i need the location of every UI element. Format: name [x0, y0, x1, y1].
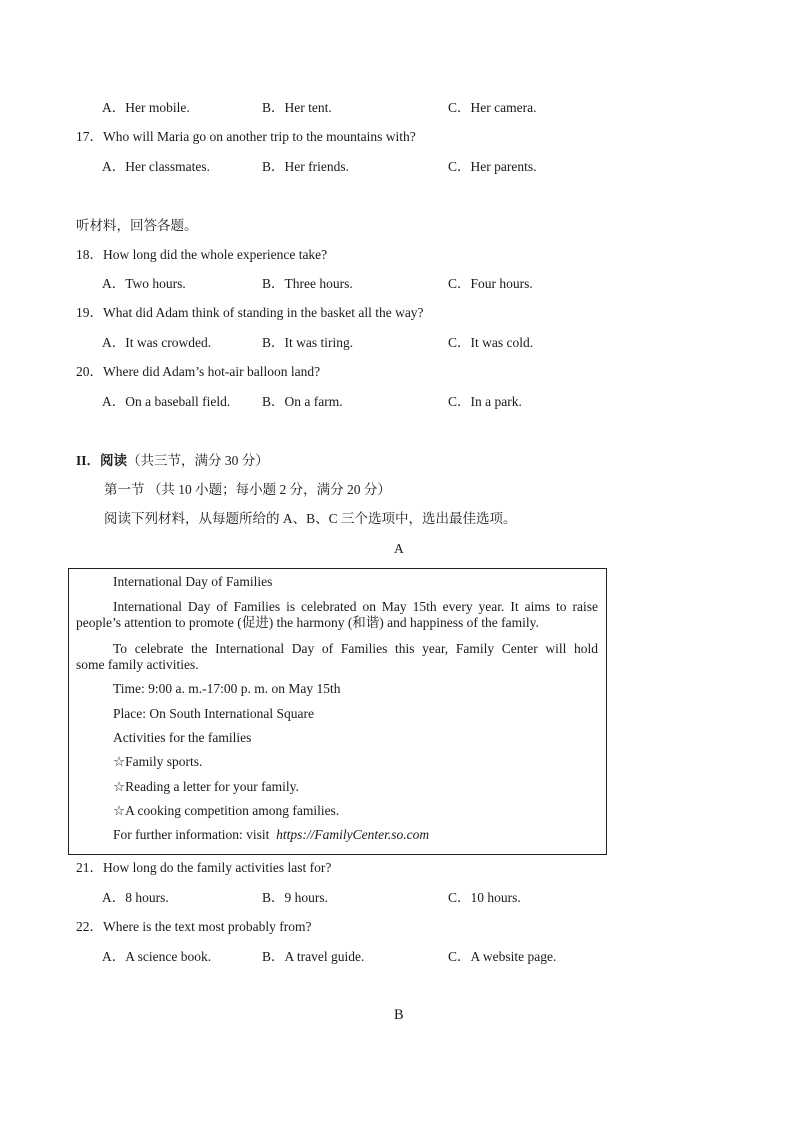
reading-instruction: 阅读下列材料，从每题所给的 A、B、C 三个选项中，选出最佳选项。	[104, 511, 517, 526]
notice-time: Time: 9:00 a. m.-17:00 p. m. on May 15th	[113, 681, 341, 696]
notice-place: Place: On South International Square	[113, 706, 314, 721]
notice-info-label: For further information: visit	[113, 827, 270, 842]
notice-title: International Day of Families	[113, 574, 273, 589]
notice-activity-2: ☆Reading a letter for your family.	[113, 779, 299, 794]
q18-option-c: C．Four hours.	[448, 276, 533, 291]
q17-option-b: B．Her friends.	[262, 159, 349, 174]
q19-option-b: B．It was tiring.	[262, 335, 354, 350]
passage-b-label: B	[394, 1007, 404, 1023]
notice-activity-3: ☆A cooking competition among families.	[113, 803, 340, 818]
notice-paragraph-1-line-2: people’s attention to promote (促进) the harmony (和谐) and happiness of the family.	[76, 615, 539, 630]
q22-option-c: C．A website page.	[448, 949, 557, 964]
q21-option-b: B．9 hours.	[262, 890, 329, 905]
notice-activity-1: ☆Family sports.	[113, 754, 203, 769]
q20-question: 20．Where did Adam’s hot-air balloon land?	[76, 364, 321, 379]
q17-option-a: A．Her classmates.	[102, 159, 210, 174]
q17-question: 17．Who will Maria go on another trip to the mountains with?	[76, 129, 416, 144]
q20-option-c: C．In a park.	[448, 394, 522, 409]
notice-paragraph-2-line-2: some family activities.	[76, 657, 199, 672]
q16-option-a: A．Her mobile.	[102, 100, 190, 115]
q19-option-c: C．It was cold.	[448, 335, 534, 350]
q16-option-c: C．Her camera.	[448, 100, 537, 115]
passage-a-label: A	[394, 541, 404, 556]
listening-instruction: 听材料，回答各题。	[76, 218, 198, 233]
q18-question: 18．How long did the whole experience take?	[76, 247, 328, 262]
notice-further-info	[113, 827, 429, 843]
section-heading-title: II．阅读	[76, 453, 128, 468]
q22-option-a: A．A science book.	[102, 949, 212, 964]
q18-option-b: B．Three hours.	[262, 276, 353, 291]
q20-option-b: B．On a farm.	[262, 394, 343, 409]
part-one-heading: 第一节 （共 10 小题；每小题 2 分，满分 20 分）	[104, 482, 391, 497]
q22-question: 22．Where is the text most probably from?	[76, 919, 312, 934]
q18-option-a: A．Two hours.	[102, 276, 186, 291]
notice-paragraph-2-line-1: To celebrate the International Day of Families this year, Family Center will hold	[113, 641, 598, 656]
q19-question: 19．What did Adam think of standing in the basket all the way?	[76, 305, 424, 320]
q21-question: 21．How long do the family activities last for?	[76, 860, 332, 875]
q21-option-c: C．10 hours.	[448, 890, 521, 905]
notice-paragraph-1-line-1: International Day of Families is celebrated on May 15th every year. It aims to raise	[113, 599, 598, 614]
section-heading-score: （共三节，满分 30 分）	[127, 453, 269, 468]
q20-option-a: A．On a baseball field.	[102, 394, 231, 409]
q21-option-a: A．8 hours.	[102, 890, 169, 905]
notice-info-url[interactable]: https://FamilyCenter.so.com	[276, 827, 430, 842]
q16-option-b: B．Her tent.	[262, 100, 332, 115]
q17-option-c: C．Her parents.	[448, 159, 537, 174]
notice-activities-heading: Activities for the families	[113, 730, 252, 745]
q22-option-b: B．A travel guide.	[262, 949, 365, 964]
section-heading	[76, 453, 269, 469]
q19-option-a: A．It was crowded.	[102, 335, 212, 350]
